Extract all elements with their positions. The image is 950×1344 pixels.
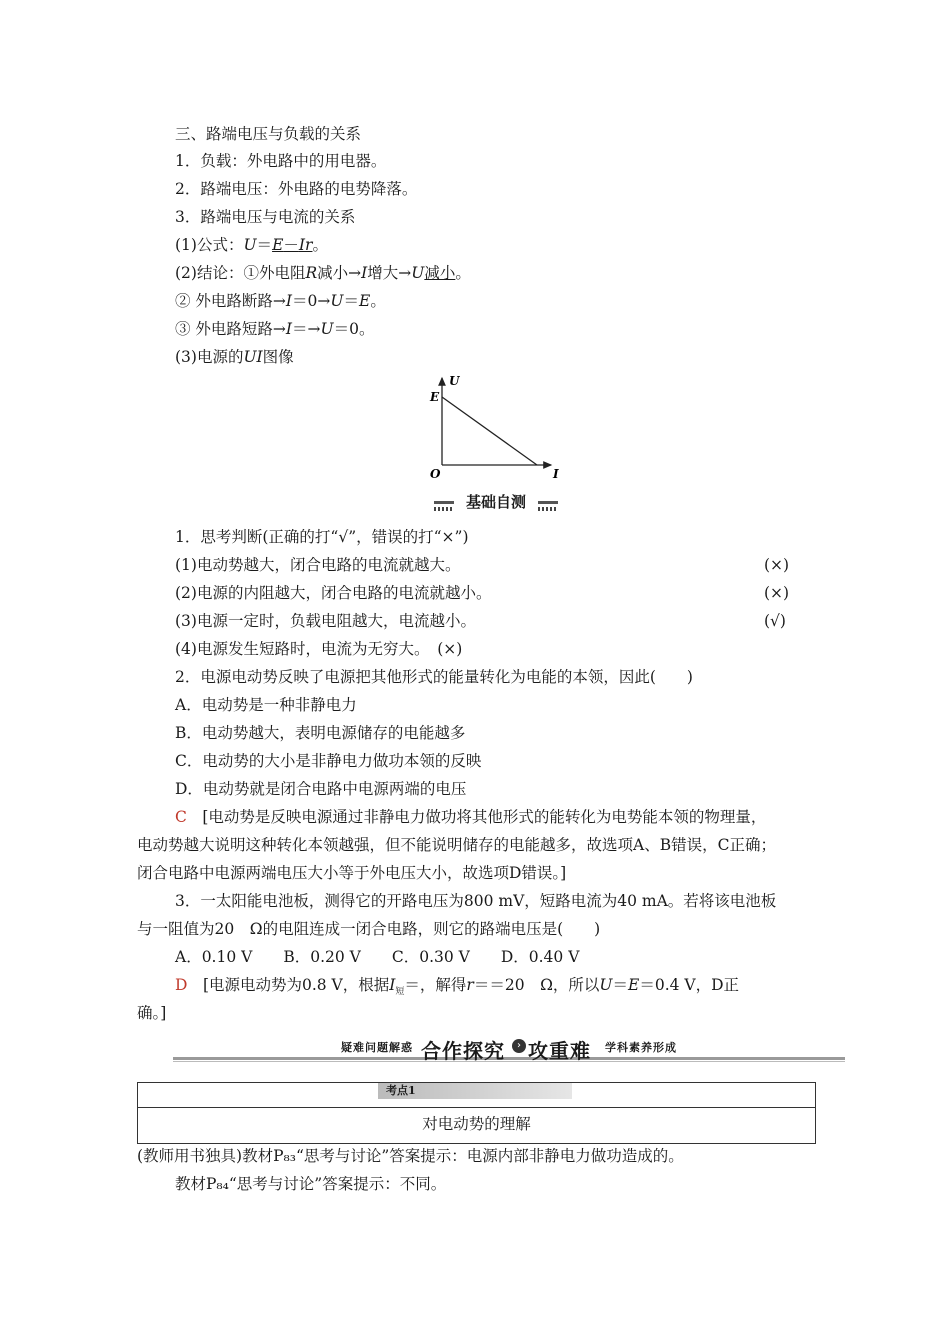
paragraph: 3．路端电压与电流的关系 [175, 208, 356, 226]
chevron-right-icon: › [512, 1039, 526, 1053]
q3-answer: D [175, 976, 188, 994]
topic-badge: 考点1 [386, 1084, 416, 1097]
conclusion-line-3: ③ 外电路短路→I＝→U＝0。 [175, 320, 375, 338]
q1-item-1: (1)电动势越大，闭合电路的电流就越大。 [175, 556, 461, 574]
q1-mark-3: (√) [764, 612, 786, 630]
q1-item-3: (3)电源一定时，负载电阻越大，电流越小。 [175, 612, 476, 630]
q1-mark-1: (×) [764, 556, 790, 574]
q1-mark-2: (×) [764, 584, 790, 602]
q1-item-2: (2)电源的内阻越大，闭合电路的电流就越小。 [175, 584, 492, 602]
banner-main-1: 合作探究 [421, 1039, 505, 1063]
banner-main-2: 攻重难 [528, 1039, 591, 1063]
q3-stem-line-1: 3．一太阳能电池板，测得它的开路电压为800 mV，短路电流为40 mA。若将该电池板 [175, 892, 777, 910]
q3-explanation-line-1: D [电源电动势为0.8 V，根据$I_短=$，解得r＝＝20 Ω，所以U＝E＝0.4 V，D正 [175, 976, 740, 998]
e-label: E [430, 390, 440, 404]
cooperative-inquiry-banner [173, 1036, 845, 1062]
banner-right-label: 学科素养形成 [605, 1041, 677, 1054]
q1-stem: 1．思考判断(正确的打“√”，错误的打“×”) [175, 528, 469, 546]
ui-graph [425, 372, 565, 482]
ui-line [442, 397, 537, 465]
teacher-note-line-2: 教材P₈₄“思考与讨论”答案提示：不同。 [175, 1175, 447, 1193]
i-axis-label: I [553, 467, 559, 481]
paragraph: 1．负载：外电路中的用电器。 [175, 152, 387, 170]
section-heading: 三、路端电压与负载的关系 [175, 125, 362, 143]
topic-box [137, 1082, 816, 1144]
q2-explanation-line-3: 闭合电路中电源两端电压大小等于外电压大小，故选项D错误。] [137, 864, 567, 882]
conclusion-line-2: ② 外电路断路→I＝0→U＝E。 [175, 292, 386, 310]
q2-option-a: A．电动势是一种非静电力 [175, 696, 357, 714]
q3-explanation-line-2: 确。] [137, 1004, 167, 1022]
u-axis-label: U [449, 374, 460, 388]
q3-stem-line-2: 与一阻值为20 Ω的电阻连成一闭合电路，则它的路端电压是( ) [137, 920, 601, 938]
origin-label: O [430, 467, 441, 481]
q2-explanation-line-2: 电动势越大说明这种转化本领越强，但不能说明储存的电能越多，故选项A、B错误，C正确； [137, 836, 776, 854]
self-test-banner: 基础自测 [434, 493, 558, 513]
q2-explanation-line-1: C [电动势是反映电源通过非静电力做功将其他形式的能转化为电势能本领的物理量， [175, 808, 767, 826]
conclusion-line-1: (2)结论：①外电阻R减小→I增大→U减小。 [175, 264, 471, 282]
q2-stem: 2．电源电动势反映了电源把其他形式的能量转化为电能的本领，因此( ) [175, 668, 693, 686]
q2-answer: C [175, 808, 187, 826]
q2-option-b: B．电动势越大，表明电源储存的电能越多 [175, 724, 466, 742]
q1-item-4: (4)电源发生短路时，电流为无穷大。 (×) [175, 640, 463, 658]
q2-option-c: C．电动势的大小是非静电力做功本领的反映 [175, 752, 482, 770]
topic-title: 对电动势的理解 [422, 1115, 531, 1133]
ui-graph-heading: (3)电源的UI图像 [175, 348, 294, 366]
teacher-note-line-1: (教师用书独具)教材P₈₃“思考与讨论”答案提示：电源内部非静电力做功造成的。 [137, 1147, 684, 1165]
paragraph: 2．路端电压：外电路的电势降落。 [175, 180, 418, 198]
q3-options: A．0.10 V B．0.20 V C．0.30 V D．0.40 V [175, 948, 580, 966]
banner-left-label: 疑难问题解惑 [341, 1041, 413, 1054]
formula-line: (1)公式：U＝E－Ir。 [175, 236, 328, 254]
q2-option-d: D．电动势就是闭合电路中电源两端的电压 [175, 780, 467, 798]
